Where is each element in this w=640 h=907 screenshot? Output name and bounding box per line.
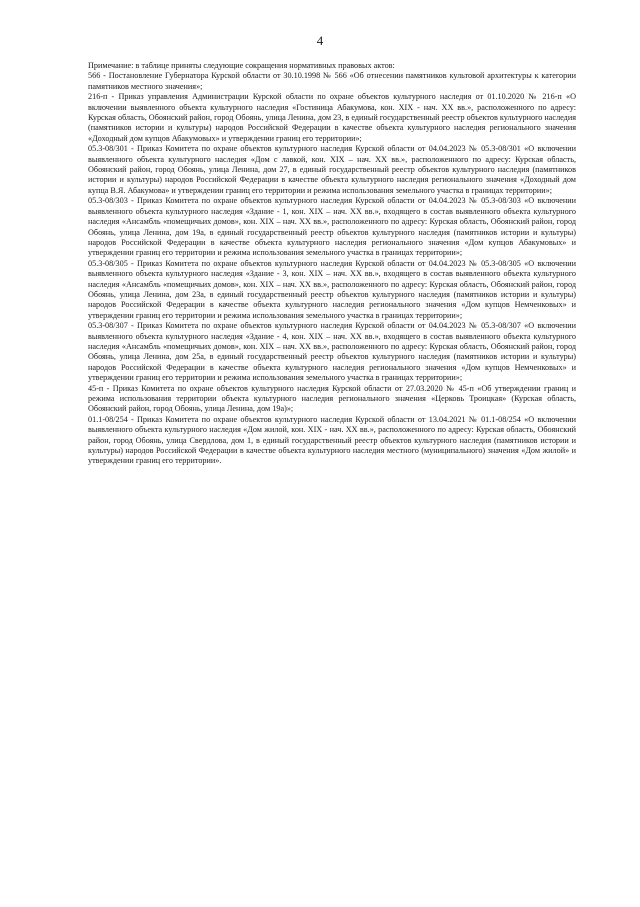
abbreviation-entry-45-p: 45-п - Приказ Комитета по охране объектов культурного наследия Курской области от 27.03.2020 № 45-п «Об утверждении границ и режима использования территории объекта культурного наследия регионального значения «Церковь Троицкая» (Курская область, Обоянский район, город Обоянь, улица Ленина, дом 19а)»; [88, 383, 576, 414]
abbreviation-entry-05-3-08-301: 05.3-08/301 - Приказ Комитета по охране объектов культурного наследия Курской области от 04.04.2023 № 05.3-08/301 «О включении выявленного объекта культурного наследия «Дом с лавкой, кон. XIX – нач. XX вв.», расположенного по адресу: Курская область, Обоянский район, город Обоянь, улица Ленина, дом 27, в единый государственный реестр объектов культурного наследия (памятников истории и культуры) народов Российской Федерации в качестве объекта культурного наследия регионального значения «Доходный дом купца В.Я. Абакумова» и утверждении границ его территории и режима использования земельного участка в границах территории»; [88, 144, 576, 195]
abbreviation-entry-05-3-08-307: 05.3-08/307 - Приказ Комитета по охране объектов культурного наследия Курской области от 04.04.2023 № 05.3-08/307 «О включении выявленного объекта культурного наследия «Здание - 4, кон. XIX – нач. XX вв.», входящего в состав выявленного объекта культурного наследия «Ансамбль «помещичьих домов», кон. XIX – нач. XX вв.», расположенного по адресу: Курская область, Обоянский район, город Обоянь, улица Ленина, дом 25а, в единый государственный реестр объектов культурного наследия (памятников истории и культуры) народов Российской Федерации в качестве объекта культурного наследия регионального значения «Дом купцов Немченковых» и утверждении границ его территории и режима использования земельного участка в границах территории»; [88, 321, 576, 383]
abbreviation-entry-566: 566 - Постановление Губернатора Курской области от 30.10.1998 № 566 «Об отнесении памятников культовой архитектуры к категории памятников местного значения»; [88, 71, 576, 91]
abbreviation-entry-01-1-08-254: 01.1-08/254 - Приказ Комитета по охране объектов культурного наследия Курской области от 13.04.2021 № 01.1-08/254 «О включении выявленного объекта культурного наследия «Дом жилой, кон. XIX - нач. XX вв.», расположенного по адресу: Курская область, Обоянский район, город Обоянь, улица Свердлова, дом 1, в единый государственный реестр объектов культурного наследия (памятников истории и культуры) народов Российской Федерации в качестве объекта культурного наследия местного (муниципального) значения «Дом жилой» и утверждении границ его территории». [88, 414, 576, 466]
abbreviation-entry-05-3-08-303: 05.3-08/303 - Приказ Комитета по охране объектов культурного наследия Курской области от 04.04.2023 № 05.3-08/303 «О включении выявленного объекта культурного наследия «Здание - 1, кон. XIX – нач. XX вв.», входящего в состав выявленного объекта культурного наследия «Ансамбль «помещичьих домов», кон. XIX – нач. XX вв.», расположенного по адресу: Курская область, Обоянский район, город Обоянь, улица Ленина, дом 19а, в единый государственный реестр объектов культурного наследия (памятников истории и культуры) народов Российской Федерации в качестве объекта культурного наследия регионального значения «Дом купцов Абакумовых» и утверждении границ его территории и режима использования земельного участка в границах территории»; [88, 196, 576, 258]
abbreviation-entry-05-3-08-305: 05.3-08/305 - Приказ Комитета по охране объектов культурного наследия Курской области от 04.04.2023 № 05.3-08/305 «О включении выявленного объекта культурного наследия «Здание - 3, кон. XIX – нач. XX вв.», входящего в состав выявленного объекта культурного наследия «Ансамбль «помещичьих домов», кон. XIX – нач. XX вв.», расположенного по адресу: Курская область, Обоянский район, город Обоянь, улица Ленина, дом 23а, в единый государственный реестр объектов культурного наследия (памятников истории и культуры) народов Российской Федерации в качестве объекта культурного наследия регионального значения «Дом купцов Немченковых» и утверждении границ его территории и режима использования земельного участка в границах территории»; [88, 258, 576, 320]
note-title: Примечание: в таблице приняты следующие сокращения нормативных правовых актов: [88, 61, 395, 70]
page-number: 4 [316, 33, 324, 48]
abbreviations-note [88, 61, 576, 467]
abbreviation-entry-216-p: 216-п - Приказ управления Администрации Курской области по охране объектов культурного наследия от 01.10.2020 № 216-п «О включении выявленного объекта культурного наследия «Гостиница Абакумова, кон. XIX - нач. XX вв.», расположенного по адресу: Курская область, Обоянский район, город Обоянь, улица Ленина, дом 23, в единый государственный реестр объектов культурного наследия (памятников истории и культуры) народов Российской Федерации в качестве объекта культурного наследия регионального значения «Доходный дом купцов Абакумовых» и утверждении границ его территории»; [88, 92, 576, 143]
